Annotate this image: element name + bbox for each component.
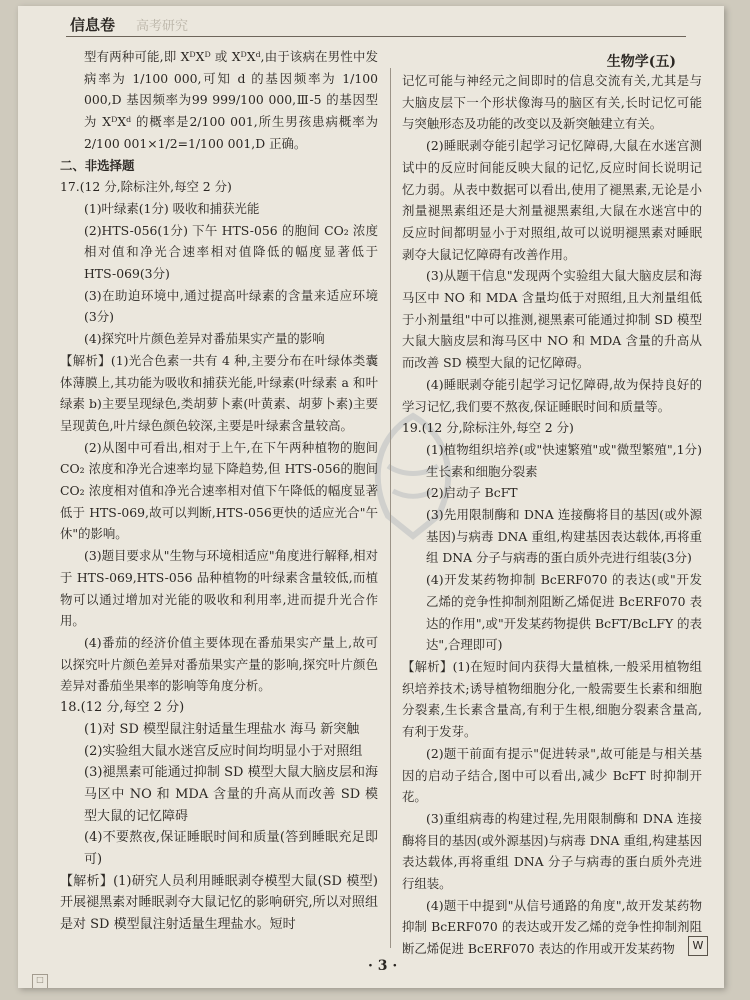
left-column-paragraph: (4)探究叶片颜色差异对番茄果实产量的影响 [84, 331, 325, 347]
header-rule [66, 36, 686, 37]
header-title: 信息卷 [70, 16, 116, 34]
right-column-paragraph: (2)睡眠剥夺能引起学习记忆障碍,大鼠在水迷宫测试中的反应时间能反映大鼠的记忆,反应时间长说明记忆力弱。从表中数据可以看出,使用了褪黑素,无论是小剂量褪黑素组还是大剂量褪黑素组,大鼠在水迷宫中的反应时间都明显小于对照组,故可以说明褪黑素对睡眠剥夺大鼠记忆障碍有改善作用。 [402, 138, 702, 262]
right-column-paragraph: (2)启动子 BcFT [426, 485, 518, 501]
right-column-paragraph: (3)从题干信息"发现两个实验组大鼠大脑皮层和海马区中 NO 和 MDA 含量均低于对照组,且大剂量组低于小剂量组"中可以推测,褪黑素可能通过抑制 SD 模型大鼠大脑皮层和海马区中 NO 和 MDA 含量的升高从而改善 SD 模型大鼠的记忆障碍。 [402, 268, 702, 371]
subject-label: 生物学(五) [606, 54, 676, 70]
right-column-paragraph: (2)题干前面有提示"促进转录",故可能是与相关基因的启动子结合,图中可以看出,减少 BcFT 时抑制开花。 [402, 745, 702, 805]
left-column-paragraph: (4)番茄的经济价值主要体现在番茄果实产量上,故可以探究叶片颜色差异对番茄果实产量的影响,探究叶片颜色差异对番茄坐果率的影响等角度分析。 [60, 634, 378, 694]
column-divider [390, 68, 391, 948]
left-column-paragraph: (3)褪黑素可能通过抑制 SD 模型大鼠大脑皮层和海马区中 NO 和 MDA 含量的升高从而改善 SD 模型大鼠的记忆障碍 [84, 765, 378, 824]
right-column-paragraph: (4)开发某药物抑制 BcERF070 的表达(或"开发乙烯的竞争性抑制剂阻断乙烯促进 BcERF070 表达的作用",或"开发某药物提供 BcFT/BcLFY 的表达",合理即可) [426, 572, 702, 653]
page-number: · 3 · [368, 958, 398, 974]
left-column-paragraph: (3)题目要求从"生物与环境相适应"角度进行解释,相对于 HTS-069,HTS-056 品种植物的叶绿素含量较低,而植物可以通过增加对光能的吸收和利用率,进而提升光合作用。 [60, 548, 378, 629]
right-column-paragraph: 19.(12 分,除标注外,每空 2 分) [402, 420, 574, 436]
header-faint-text: 高考研究 [136, 19, 189, 34]
right-column-paragraph: (4)睡眠剥夺能引起学习记忆障碍,故为保持良好的学习记忆,我们要不熬夜,保证睡眠时间和质量等。 [402, 376, 702, 414]
left-column-paragraph: (1)对 SD 模型鼠注射适量生理盐水 海马 新突触 [84, 721, 360, 737]
left-column-paragraph: (1)叶绿素(1分) 吸收和捕获光能 [84, 200, 260, 216]
left-column-paragraph: 17.(12 分,除标注外,每空 2 分) [60, 179, 232, 195]
right-column-paragraph: (1)植物组织培养(或"快速繁殖"或"微型繁殖",1分) 生长素和细胞分裂素 [426, 441, 702, 479]
right-column-paragraph: (3)先用限制酶和 DNA 连接酶将目的基因(或外源基因)与病毒 DNA 重组,构建基因表达载体,再将重组 DNA 分子与病毒的蛋白质外壳进行组装(3分) [426, 507, 702, 566]
left-column-paragraph: 18.(12 分,每空 2 分) [60, 700, 185, 716]
left-column-paragraph: (3)在助迫环境中,通过提高叶绿素的含量来适应环境(3分) [84, 287, 378, 325]
left-column-paragraph: 型有两种可能,即 XᴰXᴰ 或 XᴰXᵈ,由于该病在男性中发病率为 1/100 000,可知 d 的基因频率为 1/100 000,D 基因频率为99 999/100 000,Ⅲ-5 的基因型为 XᴰXᵈ 的概率是2/100 001,所生男孩患病概率为 2/100 001×1/2=1/100 001,D 正确。 [84, 49, 378, 151]
right-column-paragraph: (3)重组病毒的构建过程,先用限制酶和 DNA 连接酶将目的基因(或外源基因)与病毒 DNA 重组,构建基因表达载体,再将重组 DNA 分子与病毒的蛋白质外壳进行组装。 [402, 810, 702, 892]
left-column-paragraph: 【解析】(1)研究人员利用睡眠剥夺模型大鼠(SD 模型)开展褪黑素对睡眠剥夺大鼠记忆的影响研究,所以对照组是对 SD 模型鼠注射适量生理盐水。短时 [60, 873, 378, 933]
corner-mark-icon: □ [32, 974, 48, 988]
right-column [402, 70, 702, 960]
left-column-paragraph: 二、非选择题 [60, 157, 135, 173]
left-column-paragraph: (2)HTS-056(1分) 下午 HTS-056 的胞间 CO₂ 浓度相对值和净光合速率相对值降低的幅度显著低于 HTS-069(3分) [84, 222, 378, 282]
left-column [60, 46, 378, 936]
right-column-paragraph: (4)题干中提到"从信号通路的角度",故开发某药物抑制 BcERF070 的表达或开发乙烯的竞争性抑制剂阻断乙烯促进 BcERF070 表达的作用或开发某药物 [402, 897, 702, 957]
left-column-paragraph: (2)从图中可看出,相对于上午,在下午两种植物的胞间 CO₂ 浓度和净光合速率均显下降趋势,但 HTS-056的胞间 CO₂ 浓度相对值和净光合速率相对值下午降低的幅度显著低于 HTS-069,故可以判断,HTS-056更快的适应光合"午休"的影响。 [60, 439, 378, 542]
left-column-paragraph: (2)实验组大鼠水迷宫反应时间均明显小于对照组 [84, 743, 363, 759]
right-column-paragraph: 【解析】(1)在短时间内获得大量植株,一般采用植物组织培养技术;诱导植物细胞分化,一般需要生长素和细胞分裂素,生长素含量高,有利于生根,细胞分裂素含量高,有利于发芽。 [402, 658, 702, 740]
document-page [18, 6, 724, 988]
corner-badge: W [688, 936, 708, 956]
left-column-paragraph: (4)不要熬夜,保证睡眠时间和质量(答到睡眠充足即可) [84, 830, 378, 868]
left-column-paragraph: 【解析】(1)光合色素一共有 4 种,主要分布在叶绿体类囊体薄膜上,其功能为吸收和捕获光能,叶绿素(叶绿素 a 和叶绿素 b)主要呈现绿色,类胡萝卜素(叶黄素、胡萝卜素)主要呈现黄色,叶片绿色颜色较深,主要是叶绿素含量较高。 [60, 352, 378, 433]
right-column-paragraph: 记忆可能与神经元之间即时的信息交流有关,尤其是与大脑皮层下一个形状像海马的脑区有关,长时记忆可能与突触形态及功能的改变以及新突触建立有关。 [402, 73, 702, 132]
